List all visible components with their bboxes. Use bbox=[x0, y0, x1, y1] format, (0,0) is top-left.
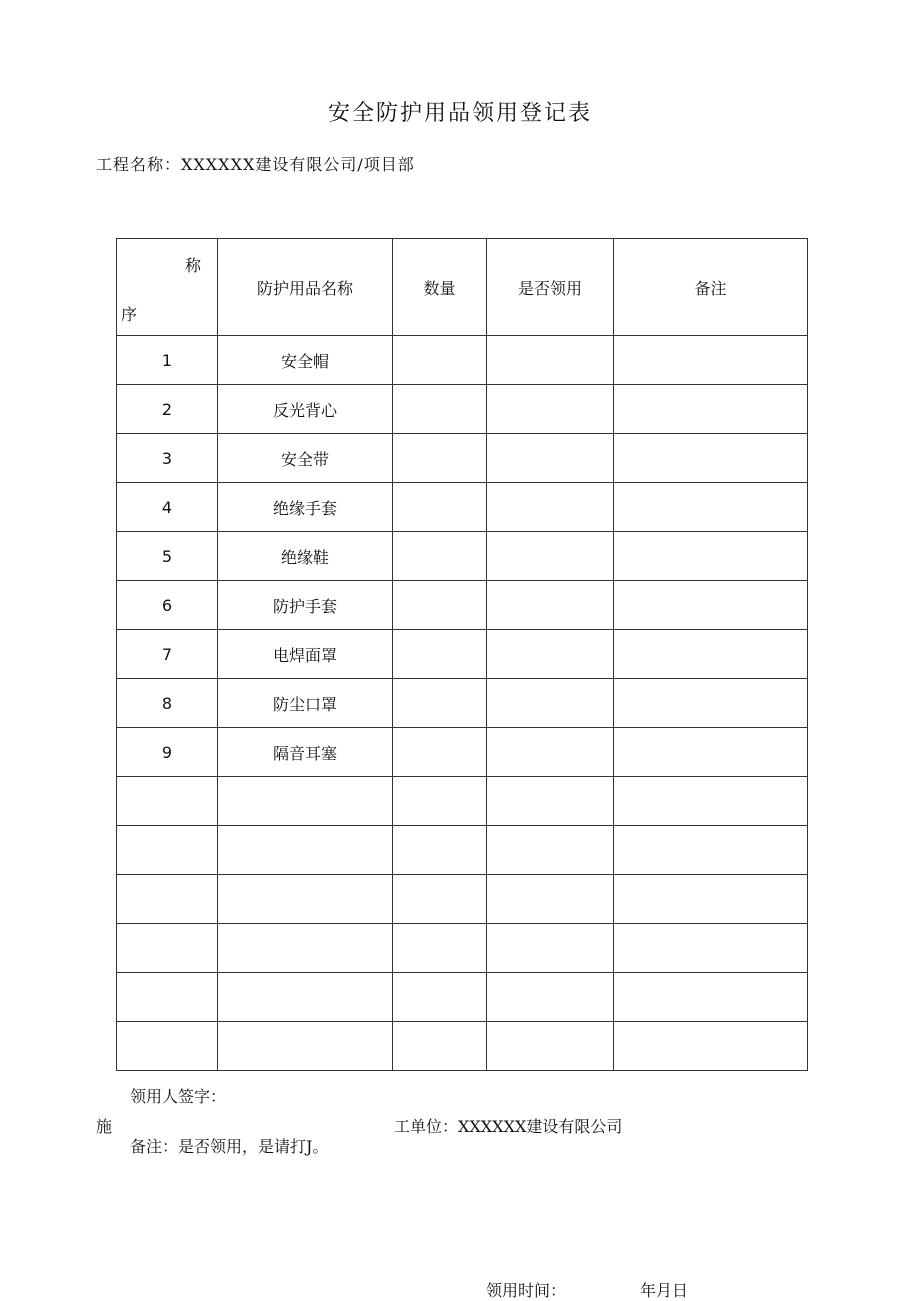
remarks-cell bbox=[614, 532, 808, 581]
shi-char: 施 bbox=[96, 1117, 113, 1136]
remarks-cell bbox=[614, 1022, 808, 1071]
row-number: 8 bbox=[117, 679, 218, 728]
quantity-cell bbox=[393, 973, 487, 1022]
signature-label: 领用人签字： bbox=[130, 1087, 227, 1106]
registration-table bbox=[116, 238, 808, 1071]
quantity-cell bbox=[393, 679, 487, 728]
remarks-cell bbox=[614, 826, 808, 875]
remarks-cell bbox=[614, 973, 808, 1022]
quantity-cell bbox=[393, 1022, 487, 1071]
header-remarks: 备注 bbox=[614, 239, 808, 336]
received-cell bbox=[487, 826, 614, 875]
row-number bbox=[117, 875, 218, 924]
header-quantity: 数量 bbox=[393, 239, 487, 336]
table-row bbox=[117, 777, 808, 826]
table-row bbox=[117, 924, 808, 973]
table-row bbox=[117, 875, 808, 924]
received-cell bbox=[487, 336, 614, 385]
row-number: 1 bbox=[117, 336, 218, 385]
remarks-cell bbox=[614, 679, 808, 728]
quantity-cell bbox=[393, 924, 487, 973]
quantity-cell bbox=[393, 483, 487, 532]
table-row bbox=[117, 1022, 808, 1071]
header-item-name: 防护用品名称 bbox=[218, 239, 393, 336]
received-cell bbox=[487, 1022, 614, 1071]
row-number: 3 bbox=[117, 434, 218, 483]
remarks-cell bbox=[614, 924, 808, 973]
received-cell bbox=[487, 924, 614, 973]
table-row bbox=[117, 826, 808, 875]
remarks-cell bbox=[614, 434, 808, 483]
remarks-cell bbox=[614, 483, 808, 532]
item-name: 绝缘手套 bbox=[218, 483, 393, 532]
remarks-cell bbox=[614, 777, 808, 826]
quantity-cell bbox=[393, 434, 487, 483]
corner-header-cell bbox=[117, 239, 218, 336]
date-label: 年月日 bbox=[640, 1281, 689, 1300]
corner-label-bottom: 序 bbox=[121, 305, 138, 324]
quantity-cell bbox=[393, 728, 487, 777]
table-row bbox=[117, 973, 808, 1022]
received-cell bbox=[487, 483, 614, 532]
table-row bbox=[117, 581, 808, 630]
row-number bbox=[117, 777, 218, 826]
item-name: 反光背心 bbox=[218, 385, 393, 434]
received-cell bbox=[487, 434, 614, 483]
remarks-cell bbox=[614, 336, 808, 385]
quantity-cell bbox=[393, 336, 487, 385]
quantity-cell bbox=[393, 532, 487, 581]
row-number: 5 bbox=[117, 532, 218, 581]
row-number: 2 bbox=[117, 385, 218, 434]
table-row bbox=[117, 679, 808, 728]
note-line: 备注：是否领用，是请打J。 bbox=[130, 1137, 329, 1156]
item-name bbox=[218, 973, 393, 1022]
project-name-line: 工程名称：XXXXXX建设有限公司/项目部 bbox=[96, 155, 415, 174]
received-cell bbox=[487, 532, 614, 581]
received-cell bbox=[487, 973, 614, 1022]
item-name: 隔音耳塞 bbox=[218, 728, 393, 777]
remarks-cell bbox=[614, 630, 808, 679]
table-row bbox=[117, 385, 808, 434]
corner-label-top: 称 bbox=[184, 256, 201, 275]
row-number: 6 bbox=[117, 581, 218, 630]
table-row bbox=[117, 728, 808, 777]
item-name: 防护手套 bbox=[218, 581, 393, 630]
item-name bbox=[218, 875, 393, 924]
row-number: 7 bbox=[117, 630, 218, 679]
quantity-cell bbox=[393, 777, 487, 826]
quantity-cell bbox=[393, 875, 487, 924]
table-row bbox=[117, 630, 808, 679]
item-name: 绝缘鞋 bbox=[218, 532, 393, 581]
row-number bbox=[117, 973, 218, 1022]
page-title: 安全防护用品领用登记表 bbox=[327, 101, 592, 126]
received-cell bbox=[487, 385, 614, 434]
table-row bbox=[117, 336, 808, 385]
item-name bbox=[218, 1022, 393, 1071]
table-row bbox=[117, 532, 808, 581]
item-name: 安全带 bbox=[218, 434, 393, 483]
row-number: 9 bbox=[117, 728, 218, 777]
table-row bbox=[117, 434, 808, 483]
item-name: 防尘口罩 bbox=[218, 679, 393, 728]
row-number bbox=[117, 826, 218, 875]
remarks-cell bbox=[614, 728, 808, 777]
row-number bbox=[117, 924, 218, 973]
item-name bbox=[218, 924, 393, 973]
quantity-cell bbox=[393, 581, 487, 630]
item-name: 安全帽 bbox=[218, 336, 393, 385]
received-cell bbox=[487, 875, 614, 924]
table-header-row bbox=[117, 239, 808, 336]
received-cell bbox=[487, 630, 614, 679]
time-label: 领用时间： bbox=[486, 1281, 567, 1300]
item-name bbox=[218, 826, 393, 875]
header-received: 是否领用 bbox=[487, 239, 614, 336]
remarks-cell bbox=[614, 581, 808, 630]
remarks-cell bbox=[614, 385, 808, 434]
quantity-cell bbox=[393, 385, 487, 434]
item-name bbox=[218, 777, 393, 826]
table-row bbox=[117, 483, 808, 532]
received-cell bbox=[487, 679, 614, 728]
received-cell bbox=[487, 728, 614, 777]
unit-line: 工单位：XXXXXX建设有限公司 bbox=[394, 1117, 623, 1136]
received-cell bbox=[487, 581, 614, 630]
row-number bbox=[117, 1022, 218, 1071]
quantity-cell bbox=[393, 826, 487, 875]
quantity-cell bbox=[393, 630, 487, 679]
item-name: 电焊面罩 bbox=[218, 630, 393, 679]
remarks-cell bbox=[614, 875, 808, 924]
row-number: 4 bbox=[117, 483, 218, 532]
received-cell bbox=[487, 777, 614, 826]
